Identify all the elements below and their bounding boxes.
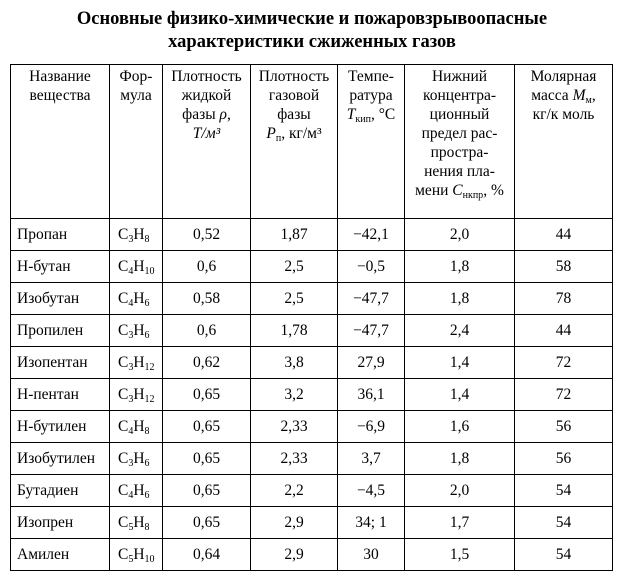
table-row (11, 219, 613, 251)
formula-element: H (133, 257, 145, 275)
header-molar-mass: Молярная масса $M_м$, кг/к моль (515, 65, 613, 219)
table-row (11, 507, 613, 539)
molar-mass-value: 54 (515, 539, 613, 571)
boiling-temperature-value: 3,7 (338, 443, 405, 475)
boiling-temperature-value: −6,9 (338, 411, 405, 443)
gas-density-value: 2,5 (251, 251, 338, 283)
boiling-temperature-value: 30 (338, 539, 405, 571)
boiling-temperature-value: −42,1 (338, 219, 405, 251)
header-lower-limit: Нижний концентра- ционный предел рас- простра- нения пла- мени $C_{нкпр}$, % (405, 65, 515, 219)
molar-mass-value: 54 (515, 507, 613, 539)
formula-element: H (133, 545, 145, 563)
formula-element: H (133, 417, 145, 435)
formula-element: C (118, 289, 129, 307)
formula-subscript: 8 (144, 521, 150, 533)
liquid-density-value: 0,65 (163, 379, 251, 411)
formula-element: H (133, 353, 145, 371)
lower-limit-value: 1,4 (405, 379, 515, 411)
formula-subscript: 6 (144, 457, 150, 469)
liquid-density-value: 0,65 (163, 507, 251, 539)
formula-subscript: 6 (144, 329, 150, 341)
formula-element: C (118, 545, 129, 563)
table-row (11, 347, 613, 379)
header-row (11, 65, 613, 219)
lower-limit-value: 1,8 (405, 443, 515, 475)
title-line-2: характеристики сжиженных газов (168, 32, 456, 52)
liquid-density-value: 0,65 (163, 443, 251, 475)
table-row (11, 283, 613, 315)
formula-element: C (118, 257, 129, 275)
substance-name: Н-пентан (11, 379, 110, 411)
formula-subscript: 8 (144, 233, 150, 245)
formula-subscript: 3 (128, 361, 134, 373)
formula-subscript: 4 (128, 265, 134, 277)
lower-limit-value: 1,7 (405, 507, 515, 539)
substance-name: Изобутан (11, 283, 110, 315)
formula-subscript: 4 (128, 489, 134, 501)
formula-subscript: 3 (128, 457, 134, 469)
chemical-formula (110, 251, 163, 283)
table-row (11, 315, 613, 347)
formula-subscript: 3 (128, 329, 134, 341)
liquid-density-value: 0,62 (163, 347, 251, 379)
formula-subscript: 10 (144, 265, 155, 277)
gas-properties-table (10, 64, 613, 571)
lower-limit-value: 2,0 (405, 219, 515, 251)
formula-element: H (133, 321, 145, 339)
molar-mass-value: 58 (515, 251, 613, 283)
formula-element: C (118, 513, 129, 531)
gas-density-value: 2,5 (251, 283, 338, 315)
formula-subscript: 10 (144, 553, 155, 565)
chemical-formula (110, 347, 163, 379)
gas-density-value: 3,8 (251, 347, 338, 379)
chemical-formula (110, 411, 163, 443)
substance-name: Пропан (11, 219, 110, 251)
title-line-1: Основные физико-химические и пожаровзрывоопасные (76, 9, 548, 29)
lower-limit-value: 1,4 (405, 347, 515, 379)
document-title (0, 8, 624, 54)
header-liquid-density: Плотность жидкой фазы ρ, Т/м³ (163, 65, 251, 219)
molar-mass-value: 44 (515, 219, 613, 251)
table-row (11, 443, 613, 475)
table-row (11, 539, 613, 571)
formula-subscript: 4 (128, 297, 134, 309)
lower-limit-value: 1,5 (405, 539, 515, 571)
formula-element: H (133, 481, 145, 499)
boiling-temperature-value: −0,5 (338, 251, 405, 283)
molar-mass-value: 72 (515, 379, 613, 411)
gas-density-value: 3,2 (251, 379, 338, 411)
formula-subscript: 3 (128, 233, 134, 245)
formula-element: C (118, 481, 129, 499)
boiling-temperature-value: 34; 1 (338, 507, 405, 539)
molar-mass-value: 54 (515, 475, 613, 507)
formula-subscript: 5 (128, 521, 134, 533)
substance-name: Бутадиен (11, 475, 110, 507)
table-row (11, 251, 613, 283)
substance-name: Н-бутилен (11, 411, 110, 443)
substance-name: Н-бутан (11, 251, 110, 283)
formula-element: C (118, 321, 129, 339)
substance-name: Изопентан (11, 347, 110, 379)
formula-subscript: 5 (128, 553, 134, 565)
formula-element: H (133, 513, 145, 531)
formula-subscript: 12 (144, 361, 155, 373)
formula-element: H (133, 289, 145, 307)
lower-limit-value: 1,8 (405, 251, 515, 283)
formula-subscript: 8 (144, 425, 150, 437)
liquid-density-value: 0,58 (163, 283, 251, 315)
gas-density-value: 2,2 (251, 475, 338, 507)
formula-element: C (118, 225, 129, 243)
header-gas-density: Плотность газовой фазы $P_п$, кг/м³ (251, 65, 338, 219)
boiling-temperature-value: −47,7 (338, 315, 405, 347)
lower-limit-value: 2,4 (405, 315, 515, 347)
formula-subscript: 4 (128, 425, 134, 437)
formula-element: H (133, 449, 145, 467)
molar-mass-value: 44 (515, 315, 613, 347)
chemical-formula (110, 219, 163, 251)
formula-element: C (118, 385, 129, 403)
chemical-formula (110, 443, 163, 475)
liquid-density-value: 0,52 (163, 219, 251, 251)
boiling-temperature-value: 27,9 (338, 347, 405, 379)
substance-name: Изопрен (11, 507, 110, 539)
boiling-temperature-value: −4,5 (338, 475, 405, 507)
gas-density-value: 2,33 (251, 411, 338, 443)
lower-limit-value: 1,6 (405, 411, 515, 443)
chemical-formula (110, 539, 163, 571)
formula-element: C (118, 417, 129, 435)
gas-density-value: 1,87 (251, 219, 338, 251)
chemical-formula (110, 475, 163, 507)
header-formula: Фор- мула (110, 65, 163, 219)
table-row (11, 379, 613, 411)
molar-mass-value: 72 (515, 347, 613, 379)
boiling-temperature-value: 36,1 (338, 379, 405, 411)
formula-element: C (118, 353, 129, 371)
liquid-density-value: 0,65 (163, 411, 251, 443)
molar-mass-value: 78 (515, 283, 613, 315)
formula-subscript: 3 (128, 393, 134, 405)
liquid-density-value: 0,65 (163, 475, 251, 507)
formula-element: H (133, 225, 145, 243)
header-temperature: Темпе- ратура $T_{кип}$, °С (338, 65, 405, 219)
formula-subscript: 12 (144, 393, 155, 405)
substance-name: Изобутилен (11, 443, 110, 475)
substance-name: Амилен (11, 539, 110, 571)
formula-element: H (133, 385, 145, 403)
lower-limit-value: 2,0 (405, 475, 515, 507)
substance-name: Пропилен (11, 315, 110, 347)
molar-mass-value: 56 (515, 443, 613, 475)
gas-density-value: 2,33 (251, 443, 338, 475)
lower-limit-value: 1,8 (405, 283, 515, 315)
boiling-temperature-value: −47,7 (338, 283, 405, 315)
formula-element: C (118, 449, 129, 467)
molar-mass-value: 56 (515, 411, 613, 443)
table-row (11, 411, 613, 443)
table-row (11, 475, 613, 507)
formula-subscript: 6 (144, 297, 150, 309)
chemical-formula (110, 379, 163, 411)
chemical-formula (110, 283, 163, 315)
liquid-density-value: 0,64 (163, 539, 251, 571)
gas-density-value: 2,9 (251, 539, 338, 571)
chemical-formula (110, 315, 163, 347)
liquid-density-value: 0,6 (163, 251, 251, 283)
chemical-formula (110, 507, 163, 539)
liquid-density-value: 0,6 (163, 315, 251, 347)
gas-density-value: 2,9 (251, 507, 338, 539)
header-name: Название вещества (11, 65, 110, 219)
gas-density-value: 1,78 (251, 315, 338, 347)
formula-subscript: 6 (144, 489, 150, 501)
